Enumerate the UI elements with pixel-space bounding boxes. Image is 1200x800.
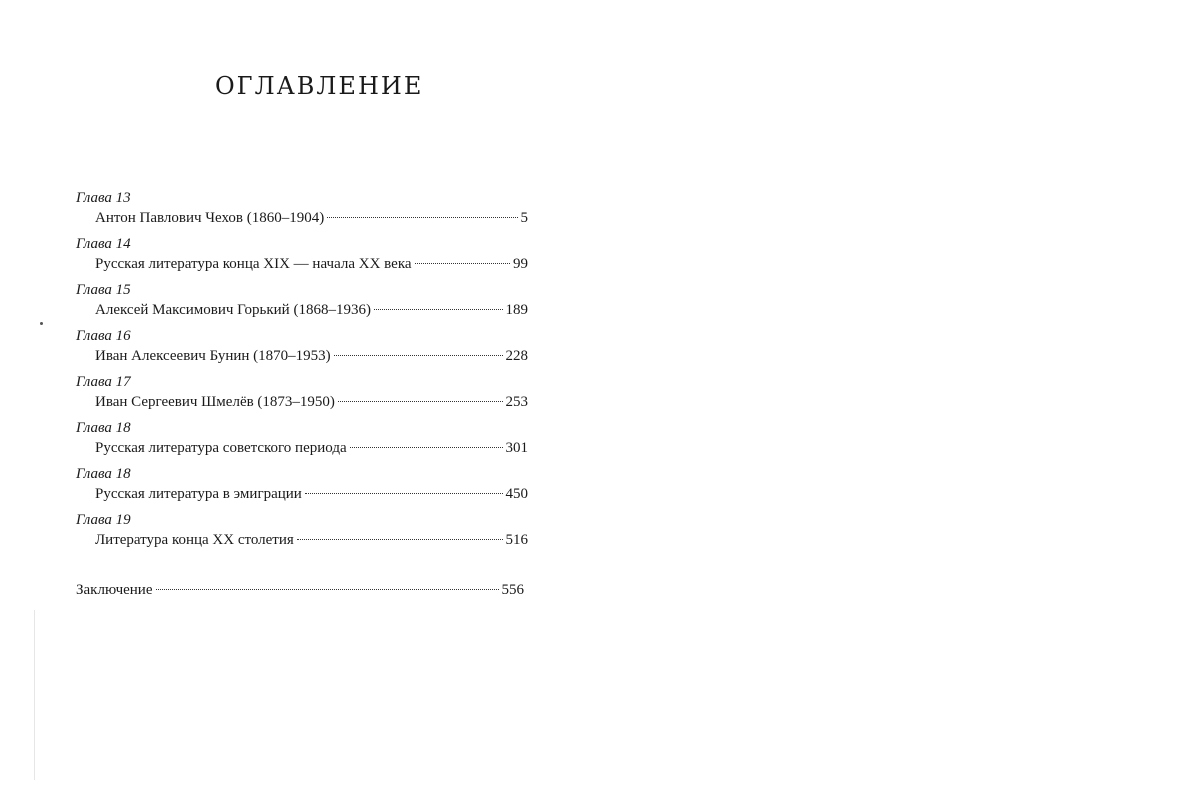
page-edge-line bbox=[34, 610, 35, 780]
chapter-label: Глава 16 bbox=[76, 328, 131, 344]
entry-title: Алексей Максимович Горький (1868–1936) bbox=[95, 302, 371, 318]
toc-entry bbox=[76, 280, 528, 326]
entry-title: Литература конца XX столетия bbox=[95, 532, 294, 548]
toc-line bbox=[95, 438, 528, 458]
toc-line bbox=[95, 300, 528, 320]
dot-leader bbox=[415, 263, 510, 264]
entry-title: Русская литература в эмиграции bbox=[95, 486, 302, 502]
toc-line bbox=[95, 392, 528, 412]
dot-leader bbox=[338, 401, 503, 402]
chapter-label: Глава 14 bbox=[76, 236, 131, 252]
page-number: 556 bbox=[501, 582, 524, 598]
toc-line bbox=[95, 208, 528, 228]
toc-line bbox=[95, 346, 528, 366]
toc-entry bbox=[76, 510, 528, 556]
page-number: 516 bbox=[505, 532, 528, 548]
chapter-label: Глава 18 bbox=[76, 420, 131, 436]
dot-leader bbox=[156, 589, 499, 590]
toc-line bbox=[95, 254, 528, 274]
table-of-contents bbox=[76, 188, 528, 556]
chapter-label: Глава 13 bbox=[76, 190, 131, 206]
toc-line bbox=[95, 530, 528, 550]
entry-title: Русская литература советского периода bbox=[95, 440, 347, 456]
chapter-label: Глава 17 bbox=[76, 374, 131, 390]
dot-leader bbox=[297, 539, 503, 540]
entry-title: Иван Сергеевич Шмелёв (1873–1950) bbox=[95, 394, 335, 410]
entry-title: Русская литература конца XIX — начала XX века bbox=[95, 256, 412, 272]
page-number: 301 bbox=[505, 440, 528, 456]
dot-leader bbox=[305, 493, 503, 494]
toc-entry bbox=[76, 418, 528, 464]
dot-leader bbox=[334, 355, 503, 356]
conclusion-title: Заключение bbox=[76, 582, 153, 598]
chapter-label: Глава 15 bbox=[76, 282, 131, 298]
dot-leader bbox=[374, 309, 503, 310]
scan-speck bbox=[40, 322, 43, 325]
page-number: 5 bbox=[520, 210, 528, 226]
page-number: 189 bbox=[505, 302, 528, 318]
toc-entry bbox=[76, 464, 528, 510]
chapter-label: Глава 19 bbox=[76, 512, 131, 528]
dot-leader bbox=[350, 447, 503, 448]
toc-entry bbox=[76, 234, 528, 280]
entry-title: Иван Алексеевич Бунин (1870–1953) bbox=[95, 348, 331, 364]
page-number: 99 bbox=[513, 256, 528, 272]
conclusion-entry bbox=[76, 580, 524, 600]
page-title: ОГЛАВЛЕНИЕ bbox=[215, 72, 424, 100]
toc-entry bbox=[76, 372, 528, 418]
toc-entry bbox=[76, 188, 528, 234]
dot-leader bbox=[327, 217, 517, 218]
page-number: 253 bbox=[505, 394, 528, 410]
page-number: 450 bbox=[505, 486, 528, 502]
chapter-label: Глава 18 bbox=[76, 466, 131, 482]
toc-entry bbox=[76, 326, 528, 372]
page-number: 228 bbox=[505, 348, 528, 364]
toc-line bbox=[95, 484, 528, 504]
entry-title: Антон Павлович Чехов (1860–1904) bbox=[95, 210, 325, 226]
